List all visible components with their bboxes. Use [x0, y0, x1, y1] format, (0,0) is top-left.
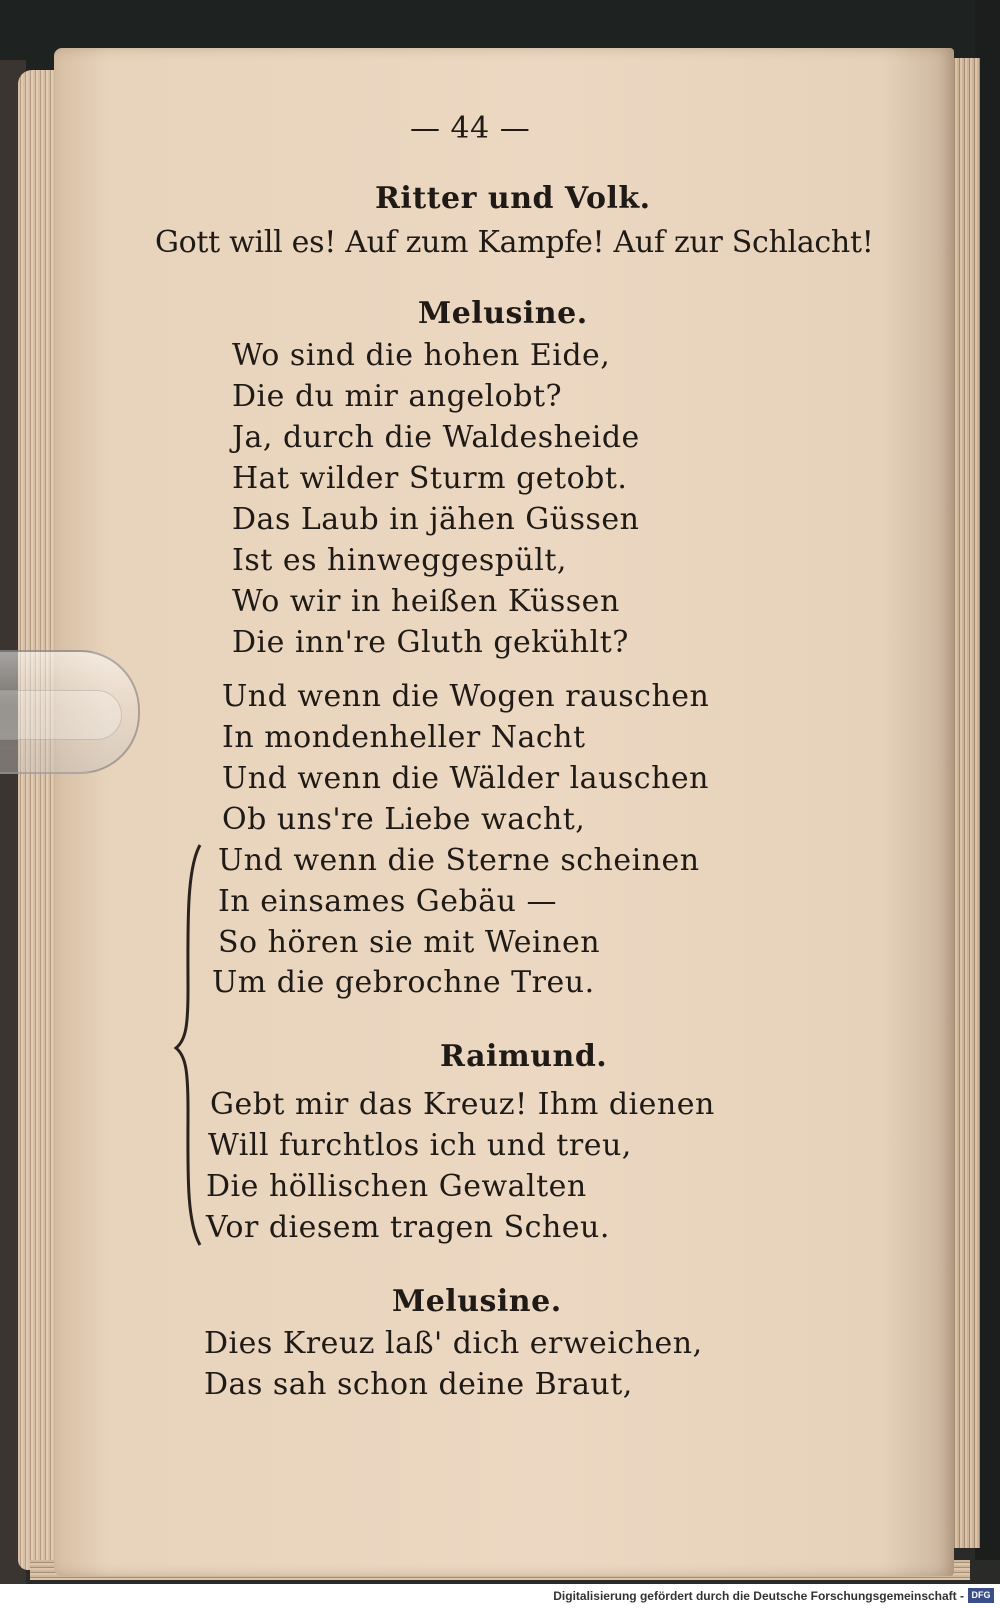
- verse-line: Das sah schon deine Braut,: [204, 1367, 633, 1402]
- brace-mark: [170, 840, 210, 1250]
- speaker-heading: Raimund.: [440, 1039, 608, 1074]
- verse-line: Und wenn die Wälder lauschen: [222, 761, 709, 796]
- verse-line: Ob uns're Liebe wacht,: [222, 802, 586, 837]
- verse-line: Das Laub in jähen Güssen: [232, 502, 640, 537]
- verse-line: Um die gebrochne Treu.: [212, 965, 595, 1000]
- footer-credit: Digitalisierung gefördert durch die Deutsche Forschungsgemeinschaft -: [553, 1589, 964, 1603]
- verse-line: Gebt mir das Kreuz! Ihm dienen: [210, 1087, 715, 1122]
- page-number: — 44 —: [410, 111, 531, 146]
- verse-line: In einsames Gebäu —: [218, 884, 557, 919]
- verse-line: Und wenn die Wogen rauschen: [222, 679, 710, 714]
- speaker-heading: Melusine.: [392, 1284, 562, 1319]
- verse-line: Die höllischen Gewalten: [206, 1169, 587, 1204]
- speaker-heading: Melusine.: [418, 296, 588, 331]
- verse-line: Ja, durch die Waldesheide: [232, 420, 640, 455]
- verse-line: Ist es hinweggespült,: [232, 543, 567, 578]
- verse-line: Wo sind die hohen Eide,: [232, 338, 611, 373]
- page-clip-highlight: [0, 690, 122, 740]
- verse-line: Die du mir angelobt?: [232, 379, 563, 414]
- verse-line: Vor diesem tragen Scheu.: [206, 1210, 610, 1245]
- verse-line: In mondenheller Nacht: [222, 720, 586, 755]
- verse-line: Und wenn die Sterne scheinen: [218, 843, 700, 878]
- verse-line: Will furchtlos ich und treu,: [208, 1128, 632, 1163]
- verse-line: So hören sie mit Weinen: [218, 925, 601, 960]
- verse-line: Dies Kreuz laß' dich erweichen,: [204, 1326, 703, 1361]
- speaker-heading: Ritter und Volk.: [375, 181, 651, 216]
- verse-line: Hat wilder Sturm getobt.: [232, 461, 628, 496]
- dfg-logo: DFG: [968, 1588, 994, 1603]
- page-edges-right: [952, 58, 980, 1548]
- verse-line: Gott will es! Auf zum Kampfe! Auf zur Schlacht!: [155, 225, 874, 260]
- verse-line: Die inn're Gluth gekühlt?: [232, 625, 629, 660]
- verse-line: Wo wir in heißen Küssen: [232, 584, 620, 619]
